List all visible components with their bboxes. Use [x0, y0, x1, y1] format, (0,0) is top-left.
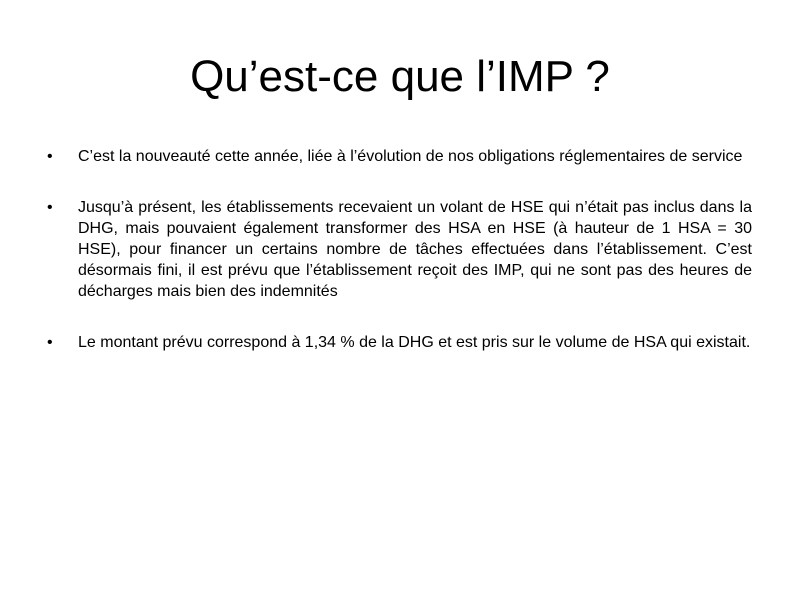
bullet-item	[47, 332, 752, 353]
bullet-text: C’est la nouveauté cette année, liée à l’évolution de nos obligations réglementaires de service	[78, 148, 743, 165]
bullet-text: Jusqu’à présent, les établissements recevaient un volant de HSE qui n’était pas inclus dans la DHG, mais pouvaient également transformer des HSA en HSE (à hauteur de 1 HSA = 30 HSE), pour financer un certains nombre de tâches effectuées dans l’établissement. C’est désormais fini, il est prévu que l’établissement reçoit des IMP, qui ne sont pas des heures de décharges mais bien des indemnités	[78, 199, 752, 300]
bullet-text: Le montant prévu correspond à 1,34 % de la DHG et est pris sur le volume de HSA qui existait.	[78, 334, 751, 351]
bullet-dot-icon: •	[47, 199, 53, 216]
slide-title: Qu’est-ce que l’IMP ?	[190, 52, 610, 101]
bullet-item	[47, 197, 752, 302]
bullet-list	[47, 146, 752, 383]
bullet-dot-icon: •	[47, 334, 53, 351]
bullet-dot-icon: •	[47, 148, 53, 165]
bullet-item	[47, 146, 752, 167]
